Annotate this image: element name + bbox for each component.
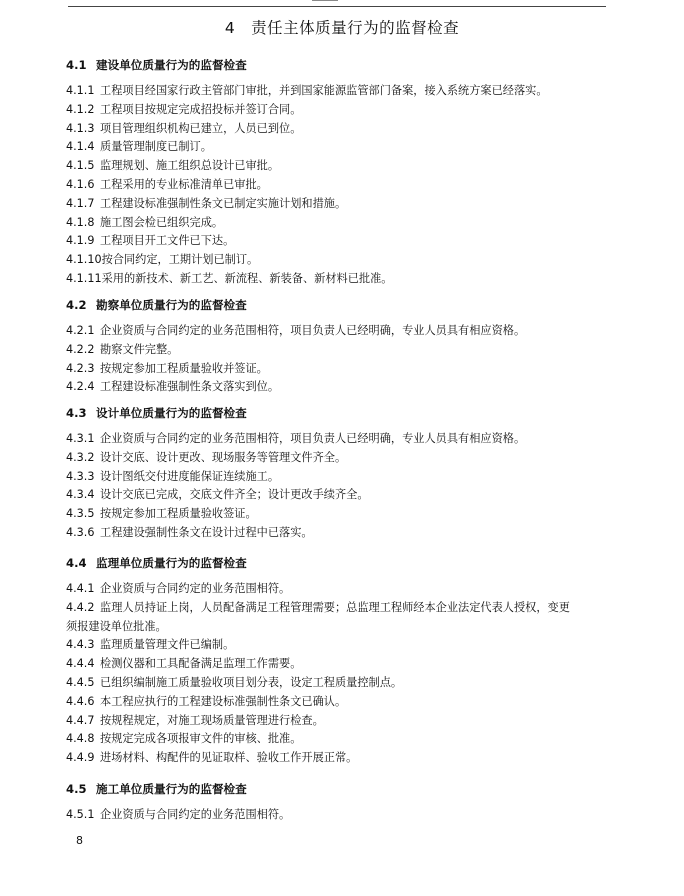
clause-text: 设计交底、设计更改、现场服务等管理文件齐全。	[100, 450, 347, 464]
clause-item	[66, 808, 290, 822]
clause-text: 进场材料、构配件的见证取样、验收工作开展正常。	[100, 751, 358, 765]
clause-number: 4.3.6	[66, 526, 95, 539]
clause-number: 4.2.4	[66, 380, 95, 394]
clause-number: 4.3.3	[66, 469, 95, 483]
clause-text: 本工程应执行的工程建设标准强制性条文已确认。	[100, 694, 347, 708]
clause-item	[66, 343, 178, 357]
clause-item	[66, 695, 346, 709]
clause-item	[66, 732, 301, 746]
clause-text: 监理质量管理文件已编制。	[100, 638, 235, 652]
clause-number: 4.4.4	[66, 657, 95, 671]
clause-item	[66, 216, 223, 230]
clause-item	[66, 178, 268, 192]
clause-text: 勘察文件完整。	[100, 342, 179, 356]
clause-text: 按规定参加工程质量验收签证。	[100, 507, 257, 521]
clause-text: 工程项目按规定完成招投标并签订合同。	[100, 102, 302, 116]
clause-text: 企业资质与合同约定的业务范围相符，项目负责人已经明确，专业人员具有相应资格。	[100, 432, 526, 445]
clause-number: 4.4.5	[66, 676, 95, 689]
clause-number: 4.4.1	[66, 582, 95, 595]
page-number: 8	[76, 834, 83, 847]
clause-text: 设计图纸交付进度能保证连续施工。	[100, 469, 280, 483]
section-heading	[66, 406, 247, 420]
clause-number: 4.5.1	[66, 808, 95, 821]
clause-number: 4.2.2	[66, 342, 95, 356]
section-title: 监理单位质量行为的监督检查	[96, 556, 247, 570]
clause-number: 4.4.8	[66, 732, 95, 746]
clause-text: 工程建设标准强制性条文已制定实施计划和措施。	[100, 196, 347, 210]
clause-item	[66, 253, 258, 267]
clause-item	[66, 714, 324, 728]
clause-text: 企业资质与合同约定的业务范围相符。	[100, 808, 291, 821]
clause-text: 工程采用的专业标准清单已审批。	[100, 178, 268, 191]
clause-number: 4.1.5	[66, 159, 95, 173]
section-number: 4.4	[66, 556, 87, 570]
section-heading	[66, 298, 247, 312]
section-title: 施工单位质量行为的监督检查	[96, 782, 247, 796]
clause-number: 4.1.1	[66, 84, 95, 97]
clause-text: 企业资质与合同约定的业务范围相符。	[100, 582, 291, 595]
clause-text: 工程建设标准强制性条文落实到位。	[100, 380, 280, 394]
clause-item	[66, 751, 357, 765]
section-title: 勘察单位质量行为的监督检查	[96, 298, 247, 312]
clause-item	[66, 122, 301, 136]
section-number: 4.1	[66, 58, 87, 72]
clause-text: 项目管理组织机构已建立，人员已到位。	[100, 121, 302, 135]
clause-item	[66, 470, 279, 484]
clause-text: 企业资质与合同约定的业务范围相符，项目负责人已经明确，专业人员具有相应资格。	[100, 324, 526, 337]
clause-item	[66, 324, 525, 338]
clause-text: 采用的新技术、新工艺、新流程、新装备、新材料已批准。	[101, 272, 393, 285]
clause-text: 施工图会检已组织完成。	[100, 215, 224, 229]
clause-text: 设计交底已完成，交底文件齐全；设计更改手续齐全。	[100, 488, 369, 502]
clause-item	[66, 432, 525, 446]
section-number: 4.2	[66, 298, 87, 312]
clause-item	[66, 582, 290, 596]
clause-item	[66, 526, 313, 540]
clause-item	[66, 380, 279, 394]
clause-text: 按规程规定，对施工现场质量管理进行检查。	[100, 713, 324, 727]
clause-number: 4.4.9	[66, 751, 95, 765]
clause-number: 4.1.4	[66, 140, 95, 154]
clause-number: 4.2.1	[66, 324, 95, 337]
clause-number: 4.1.6	[66, 178, 95, 191]
clause-number: 4.4.7	[66, 713, 95, 727]
clause-text: 按规定完成各项报审文件的审核、批准。	[100, 732, 302, 746]
clause-item	[66, 451, 346, 465]
clause-number: 4.3.2	[66, 450, 95, 464]
clause-continuation: 须报建设单位批准。	[66, 619, 167, 633]
section-heading	[66, 782, 247, 796]
clause-number: 4.1.3	[66, 121, 95, 135]
clause-item	[66, 140, 212, 154]
section-number: 4.3	[66, 406, 87, 420]
clause-item	[66, 657, 301, 671]
clause-text: 工程项目经国家行政主管部门审批，并到国家能源监管部门备案，接入系统方案已经落实。	[100, 84, 548, 97]
clause-number: 4.4.2	[66, 600, 95, 614]
clause-number: 4.1.2	[66, 102, 95, 116]
chapter-title: 4 责任主体质量行为的监督检查	[224, 19, 460, 37]
clause-item	[66, 272, 392, 286]
clause-item	[66, 103, 301, 117]
clause-text: 监理规划、施工组织总设计已审批。	[100, 159, 280, 173]
clause-text: 工程项目开工文件已下达。	[100, 234, 235, 248]
clause-number: 4.1.7	[66, 196, 95, 210]
clause-number: 4.1.8	[66, 215, 95, 229]
clause-number: 4.1.9	[66, 234, 95, 248]
section-title: 建设单位质量行为的监督检查	[96, 58, 247, 72]
clause-number: 4.1.10	[66, 253, 102, 267]
clause-item	[66, 234, 234, 248]
clause-number: 4.3.4	[66, 488, 95, 502]
clause-item	[66, 507, 257, 521]
clause-text: 质量管理制度已制订。	[100, 140, 212, 154]
clause-text: 按合同约定，工期计划已制订。	[101, 253, 259, 267]
clause-item	[66, 197, 346, 211]
clause-number: 4.3.1	[66, 432, 95, 445]
clause-item	[66, 84, 548, 98]
clause-item	[66, 638, 234, 652]
section-title: 设计单位质量行为的监督检查	[96, 406, 247, 420]
clause-text: 按规定参加工程质量验收并签证。	[100, 361, 268, 375]
section-heading	[66, 556, 247, 570]
clause-text: 已组织编制施工质量验收项目划分表，设定工程质量控制点。	[100, 676, 403, 689]
section-heading	[66, 58, 247, 72]
clause-item	[66, 159, 279, 173]
clause-number: 4.4.6	[66, 694, 95, 708]
clause-item	[66, 676, 402, 690]
clause-text: 工程建设强制性条文在设计过程中已落实。	[100, 526, 313, 539]
clause-number: 4.2.3	[66, 361, 95, 375]
clause-text: 检测仪器和工具配备满足监理工作需要。	[100, 657, 302, 671]
clause-item	[66, 488, 369, 502]
clause-number: 4.3.5	[66, 507, 95, 521]
clause-number: 4.4.3	[66, 638, 95, 652]
clause-item	[66, 601, 570, 615]
clause-item	[66, 362, 268, 376]
clause-number: 4.1.11	[66, 272, 102, 285]
clause-text: 监理人员持证上岗，人员配备满足工程管理需要；总监理工程师经本企业法定代表人授权，变更	[100, 600, 570, 614]
section-number: 4.5	[66, 782, 87, 796]
